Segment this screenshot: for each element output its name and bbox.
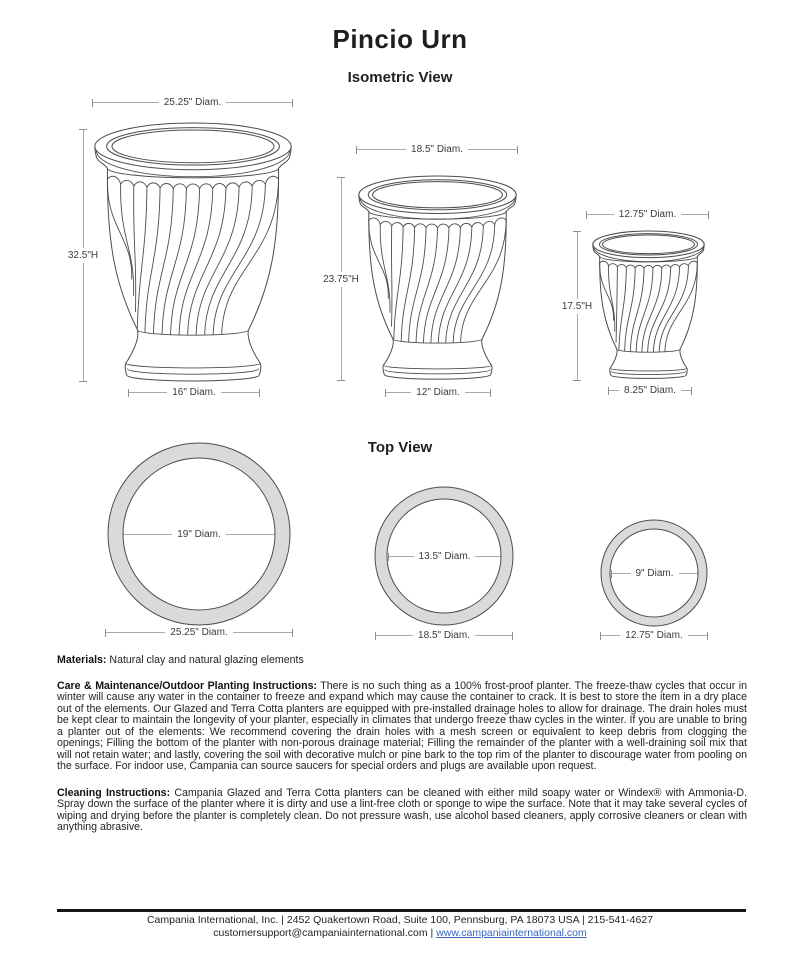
materials-label: Materials:: [57, 654, 107, 666]
cleaning-label: Cleaning Instructions:: [57, 787, 171, 799]
dim-label: 16" Diam.: [172, 387, 216, 398]
dim-label: 32.5"H: [67, 250, 99, 261]
cleaning-text: Campania Glazed and Terra Cotta planters can be cleaned with either mild soapy water or Windex® with Ammonia-D. Spray down the surface of the planter where it is dirty and use a lint-free cloth or sponge to wipe the surface. Note that it may take several cycles of wiping and drying before the planter is completely clean. Do not pressure wash, use alcohol based cleaners, apply corrosive cleaners or clean with anything abrasive.: [57, 787, 747, 834]
footer-email: customersupport@campaniainternational.com: [213, 927, 428, 939]
dim-label: 25.25" Diam.: [163, 97, 222, 108]
materials-section: [57, 655, 747, 666]
top-view-heading: Top View: [367, 439, 433, 456]
urn-drawing-medium: [353, 170, 522, 385]
dim-height-large: [63, 129, 103, 382]
dim-top-diameter-small: [586, 208, 709, 221]
dim-label: 12.75" Diam.: [618, 209, 677, 220]
care-label: Care & Maintenance/Outdoor Planting Instructions:: [57, 680, 317, 692]
dim-inner-diameter-small: [611, 567, 698, 580]
dim-label: 17.5"H: [561, 300, 593, 312]
dim-outer-diameter-large: [105, 626, 293, 639]
dim-inner-diameter-large: [123, 528, 275, 541]
footer-contact: [0, 927, 800, 939]
care-text: There is no such thing as a 100% frost-proof planter. The freeze-thaw cycles that occur in winter will cause any water in the container to freeze and expand which may cause the container to crack. It is best to store the item in a dry place out of the elements. Our Glazed and Terra Cotta planters are equipped with pre-installed drainage holes to allow for drainage. The drain holes must be kept clear to maintain the longevity of your planter, especially in climates that undergo freeze thaw cycles in the winter. If you are unable to bring a planter out of the elements: We recommend covering the drain holes with a mesh screen or equivalent to keep debris from clogging the openings; Filling the bottom of the planter with non-porous drainage material; Filling the remainder of the planter with a well-draining soil mix that will not retain water; and lastly, covering the soil with decorative mulch or pine bark to the top rim of the planter to discourage water from pooling on the surface. For indoor use, Campania can source saucers for special orders and plugs are available upon request.: [57, 680, 747, 773]
dim-label: 12.75" Diam.: [625, 630, 683, 641]
footer-divider: [57, 909, 746, 912]
dim-label: 18.5" Diam.: [411, 144, 463, 155]
dim-top-diameter-medium: [356, 143, 518, 156]
materials-text: Natural clay and natural glazing elements: [106, 654, 304, 666]
footer-separator: |: [427, 927, 437, 939]
dim-top-diameter-large: [92, 96, 293, 109]
dim-label: 9" Diam.: [635, 568, 674, 579]
dim-base-diameter-small: [608, 384, 692, 397]
isometric-view-heading: Isometric View: [347, 69, 453, 86]
dim-label: 23.75"H: [323, 273, 359, 285]
footer-website-link[interactable]: www.campaniainternational.com: [436, 927, 587, 939]
dim-label: 12" Diam.: [416, 387, 460, 398]
dim-label: 19" Diam.: [177, 529, 221, 540]
dim-base-diameter-medium: [385, 386, 491, 399]
dim-inner-diameter-medium: [388, 550, 501, 563]
dim-label: 8.25" Diam.: [624, 385, 676, 396]
dim-height-small: [557, 231, 597, 381]
dim-outer-diameter-small: [600, 629, 708, 642]
dim-height-medium: [321, 177, 361, 381]
dim-base-diameter-large: [128, 386, 260, 399]
dim-label: 13.5" Diam.: [418, 551, 471, 562]
footer-address: Campania International, Inc. | 2452 Quakertown Road, Suite 100, Pennsburg, PA 18073 USA | 215-541-4627: [146, 914, 654, 926]
urn-drawing-large: [89, 117, 297, 387]
cleaning-section: [57, 788, 747, 834]
dim-outer-diameter-medium: [375, 629, 513, 642]
dim-label: 25.25" Diam.: [170, 627, 228, 638]
page-title: Pincio Urn: [332, 24, 468, 54]
dim-label: 18.5" Diam.: [418, 630, 470, 641]
urn-drawing-small: [587, 225, 710, 384]
care-section: [57, 681, 747, 773]
